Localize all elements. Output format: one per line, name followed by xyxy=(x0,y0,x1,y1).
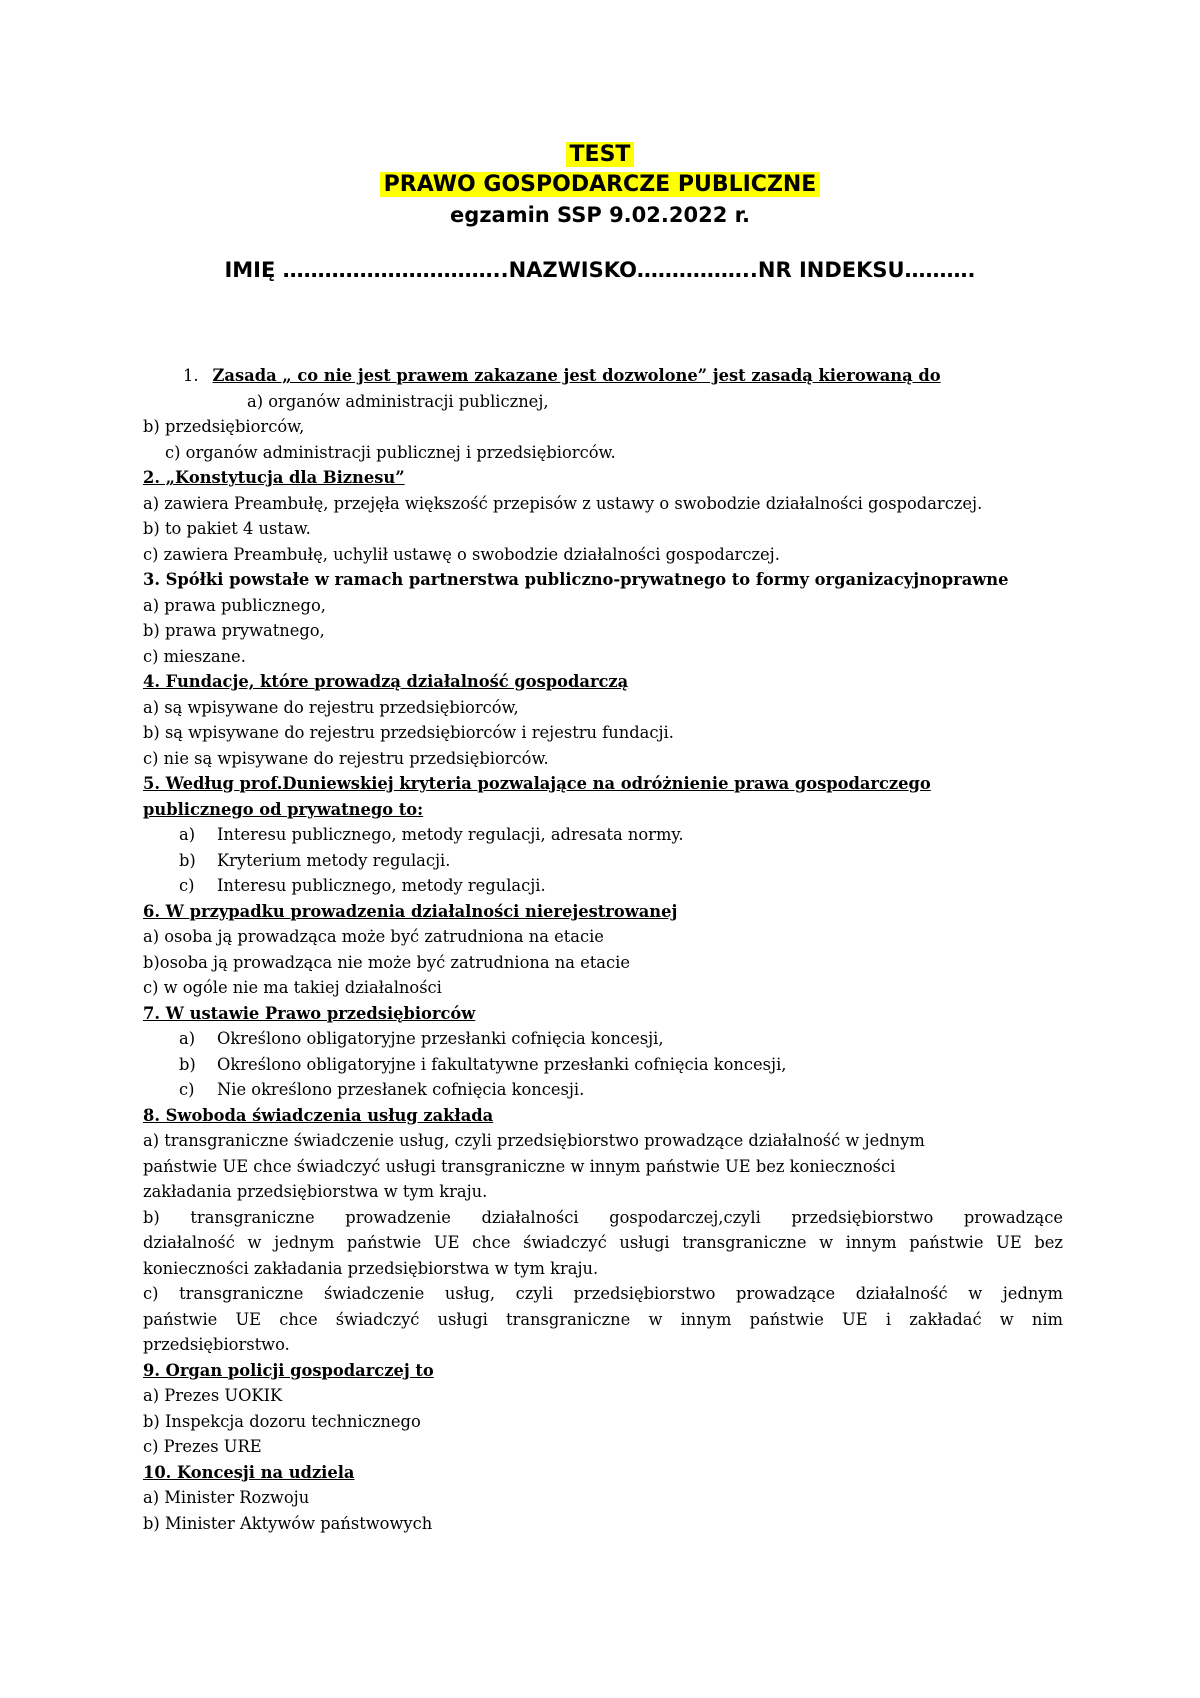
q4-answer-a: a) są wpisywane do rejestru przedsiębiorców, xyxy=(143,697,519,717)
q9-answer-a: a) Prezes UOKIK xyxy=(143,1386,283,1405)
q2-answer-b: b) to pakiet 4 ustaw. xyxy=(143,519,311,538)
q7-answer-a-letter: a) xyxy=(179,1029,196,1048)
q1-answer-a: a) organów administracji publicznej, xyxy=(247,391,549,411)
student-fields: IMIĘ …………………………..NAZWISKO……………..NR INDEKSU………. xyxy=(224,258,976,282)
q8-answer-a-line2: państwie UE chce świadczyć usługi transgraniczne w innym państwie UE bez konieczności xyxy=(143,1156,896,1176)
q8-answer-b-line3: konieczności zakładania przedsiębiorstwa w tym kraju. xyxy=(143,1258,599,1278)
question-1 xyxy=(143,363,1063,389)
q7-answer-c-letter: c) xyxy=(179,1080,195,1099)
q5-answer-c-text: Interesu publicznego, metody regulacji. xyxy=(217,876,546,895)
q8-answer-a-line3: zakładania przedsiębiorstwa w tym kraju. xyxy=(143,1182,488,1201)
header-test xyxy=(0,142,1200,167)
q5-answer-a-letter: a) xyxy=(179,825,196,844)
q7-answer-b-letter: b) xyxy=(179,1054,196,1074)
q10-answer-b: b) Minister Aktywów państwowych xyxy=(143,1513,433,1533)
q5-answer-c-letter: c) xyxy=(179,876,195,895)
q3-answer-c: c) mieszane. xyxy=(143,646,246,666)
q5-answer-a xyxy=(143,822,1063,848)
title-subject: PRAWO GOSPODARCZE PUBLICZNE xyxy=(380,172,821,197)
q7-answer-a xyxy=(143,1026,1063,1052)
q2-answer-a: a) zawiera Preambułę, przejęła większość przepisów z ustawy o swobodzie działalności gospodarczej. xyxy=(143,493,983,513)
exam-date: egzamin SSP 9.02.2022 r. xyxy=(450,203,750,227)
question-7-title: 7. W ustawie Prawo przedsiębiorców xyxy=(143,1003,476,1023)
q1-answer-b: b) przedsiębiorców, xyxy=(143,417,305,436)
q5-answer-b xyxy=(143,848,1063,874)
question-8-title: 8. Swoboda świadczenia usług zakłada xyxy=(143,1105,494,1125)
q9-answer-c: c) Prezes URE xyxy=(143,1437,262,1456)
q4-answer-b: b) są wpisywane do rejestru przedsiębiorców i rejestru fundacji. xyxy=(143,723,674,742)
question-2-title: 2. „Konstytucja dla Biznesu” xyxy=(143,468,405,487)
question-1-number: 1. xyxy=(183,366,199,385)
q6-answer-a: a) osoba ją prowadząca może być zatrudniona na etacie xyxy=(143,927,604,946)
question-5-title-line2: publicznego od prywatnego to: xyxy=(143,799,424,819)
question-4-title: 4. Fundacje, które prowadzą działalność gospodarczą xyxy=(143,672,629,691)
q8-answer-b-line1: b) transgraniczne prowadzenie działalności gospodarczej,czyli przedsiębiorstwo prowadzące xyxy=(143,1207,1063,1227)
q8-answer-a-line1: a) transgraniczne świadczenie usług, czyli przedsiębiorstwo prowadzące działalność w jednym xyxy=(143,1131,925,1150)
q3-answer-b: b) prawa prywatnego, xyxy=(143,621,325,640)
q10-answer-a: a) Minister Rozwoju xyxy=(143,1488,310,1507)
q5-answer-b-letter: b) xyxy=(179,850,196,870)
question-10-title: 10. Koncesji na udziela xyxy=(143,1462,355,1482)
q6-answer-c: c) w ogóle nie ma takiej działalności xyxy=(143,978,442,997)
question-6-title: 6. W przypadku prowadzenia działalności nierejestrowanej xyxy=(143,901,678,921)
title-test: TEST xyxy=(566,142,635,167)
question-1-title: Zasada „ co nie jest prawem zakazane jest dozwolone” jest zasadą kierowaną do xyxy=(212,366,941,385)
q5-answer-b-text: Kryterium metody regulacji. xyxy=(217,850,451,870)
q2-answer-c: c) zawiera Preambułę, uchylił ustawę o swobodzie działalności gospodarczej. xyxy=(143,544,780,564)
test-body xyxy=(143,363,1063,1536)
q7-answer-c-text: Nie określono przesłanek cofnięcia koncesji. xyxy=(217,1080,585,1099)
q7-answer-b-text: Określono obligatoryjne i fakultatywne przesłanki cofnięcia koncesji, xyxy=(217,1054,787,1074)
q9-answer-b: b) Inspekcja dozoru technicznego xyxy=(143,1411,421,1431)
q4-answer-c: c) nie są wpisywane do rejestru przedsiębiorców. xyxy=(143,748,549,768)
q8-answer-b-line2: działalność w jednym państwie UE chce świadczyć usługi transgraniczne w innym państwie UE bez xyxy=(143,1233,1063,1252)
q7-answer-c xyxy=(143,1077,1063,1103)
question-5-title-line1: 5. Według prof.Duniewskiej kryteria pozwalające na odróżnienie prawa gospodarczego xyxy=(143,774,931,793)
q3-answer-a: a) prawa publicznego, xyxy=(143,595,326,615)
q8-answer-c-line3: przedsiębiorstwo. xyxy=(143,1335,290,1354)
q8-answer-c-line1: c) transgraniczne świadczenie usług, czyli przedsiębiorstwo prowadzące działalność w jednym xyxy=(143,1284,1063,1303)
header-subject xyxy=(0,172,1200,197)
question-3-title: 3. Spółki powstałe w ramach partnerstwa publiczno-prywatnego to formy organizacyjnoprawne xyxy=(143,570,1009,589)
q8-answer-c-line2: państwie UE chce świadczyć usługi transgraniczne w innym państwie UE i zakładać w nim xyxy=(143,1309,1063,1329)
q1-answer-c: c) organów administracji publicznej i przedsiębiorców. xyxy=(165,442,616,462)
q5-answer-c xyxy=(143,873,1063,899)
q6-answer-b: b)osoba ją prowadząca nie może być zatrudniona na etacie xyxy=(143,952,630,972)
q5-answer-a-text: Interesu publicznego, metody regulacji, adresata normy. xyxy=(217,825,684,844)
q7-answer-b xyxy=(143,1052,1063,1078)
question-9-title: 9. Organ policji gospodarczej to xyxy=(143,1360,434,1380)
q7-answer-a-text: Określono obligatoryjne przesłanki cofnięcia koncesji, xyxy=(217,1029,664,1048)
